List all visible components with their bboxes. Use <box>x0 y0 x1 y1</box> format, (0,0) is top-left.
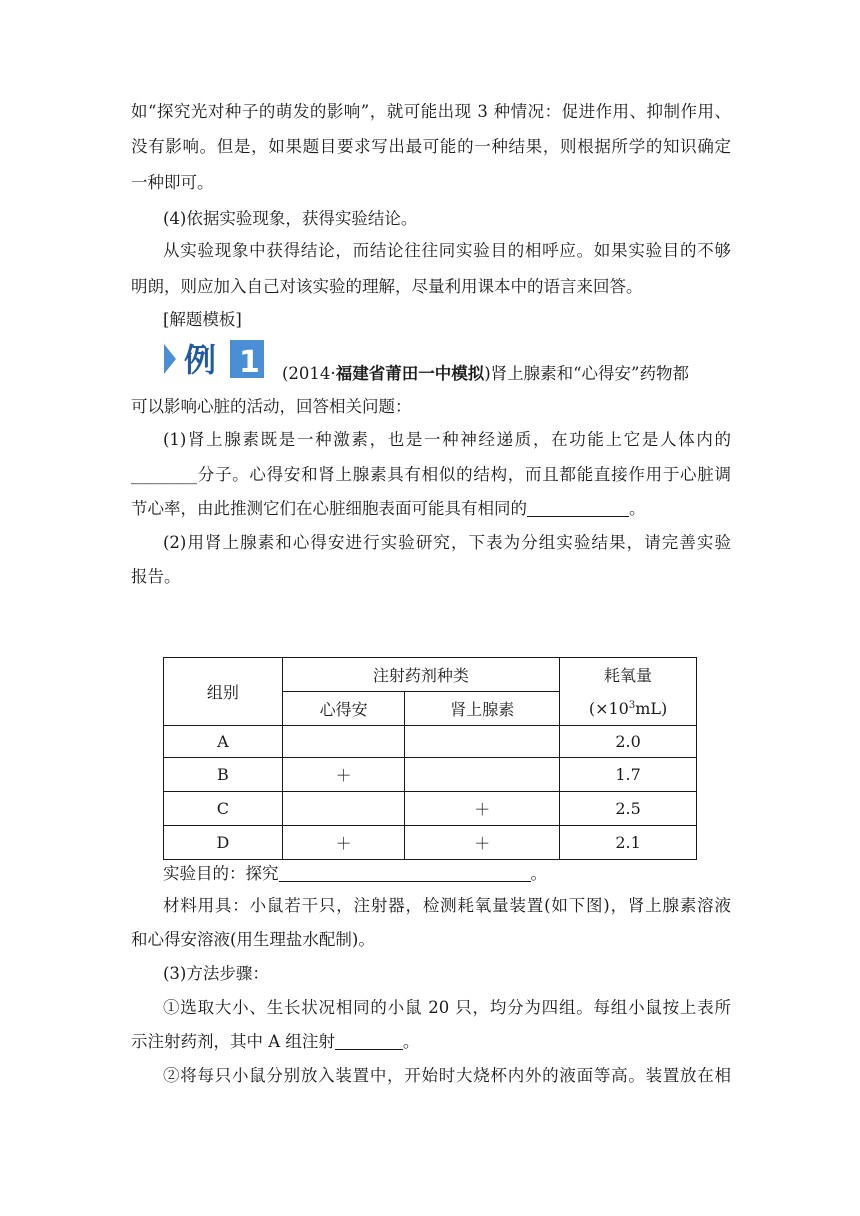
para1-line1: 如“探究光对种子的萌发的影响”，就可能出现 3 种情况：促进作用、抑制作用、 <box>131 102 731 121</box>
table-row <box>164 792 697 826</box>
q1-line3 <box>131 499 646 519</box>
q1-line3-end: 。 <box>629 499 646 518</box>
q1-blank-2 <box>527 500 629 517</box>
q1-line3-text: 节心率，由此推测它们在心脏细胞表面可能具有相同的 <box>131 499 527 518</box>
example-badge-graphic <box>164 340 264 378</box>
para1-line3: 一种即可。 <box>131 173 214 192</box>
header-group: 组别 <box>164 658 283 726</box>
purpose-blank <box>279 865 531 882</box>
subheader-drug1: 心得安 <box>282 692 405 726</box>
example-source-line <box>282 364 689 384</box>
purpose-end: 。 <box>530 864 547 883</box>
para1-line2: 没有影响。但是，如果题目要求写出最可能的一种结果，则根据所学的知识确定 <box>131 137 731 156</box>
unit-pre: (×10 <box>588 698 629 718</box>
purpose-line <box>163 864 547 884</box>
example-badge-number: 1 <box>239 345 260 378</box>
example-source-prefix: (2014· <box>282 364 336 383</box>
table-row <box>164 726 697 758</box>
q1-line2-text: 分子。心得安和肾上腺素具有相似的结构，而且都能直接作用于心脏调 <box>197 465 731 484</box>
cell-drug1 <box>282 792 405 826</box>
q1-line2 <box>131 465 731 485</box>
cell-drug1: ＋ <box>282 826 405 860</box>
example-badge-char: 例 <box>184 341 217 378</box>
table-row <box>164 826 697 860</box>
q2-line1: (2)用肾上腺素和心得安进行实验研究，下表为分组实验结果，请完善实验 <box>163 533 731 552</box>
q1-blank-1: ________ <box>131 465 197 484</box>
unit-post: mL) <box>635 698 668 718</box>
cell-group: D <box>164 826 283 860</box>
cell-group: A <box>164 726 283 758</box>
cell-oxygen: 2.5 <box>560 792 697 826</box>
cell-oxygen: 1.7 <box>560 758 697 792</box>
subheader-drug2: 肾上腺素 <box>405 692 560 726</box>
method1-line2 <box>131 1032 419 1052</box>
header-drug: 注射药剂种类 <box>282 658 559 692</box>
experiment-table <box>163 657 697 860</box>
purpose-label: 实验目的：探究 <box>163 864 279 883</box>
table-row <box>164 758 697 792</box>
header-oxygen-unit <box>560 692 697 726</box>
cell-oxygen: 2.0 <box>560 726 697 758</box>
q1-line1: (1)肾上腺素既是一种激素，也是一种神经递质，在功能上它是人体内的 <box>163 430 731 449</box>
cell-drug2 <box>405 758 560 792</box>
triangle-arrow-icon <box>164 344 176 374</box>
method2-line1: ②将每只小鼠分别放入装置中，开始时大烧杯内外的液面等高。装置放在相 <box>163 1066 731 1085</box>
para2-line1: 从实验现象中获得结论，而结论往往同实验目的相呼应。如果实验目的不够 <box>163 241 731 260</box>
example-line2: 可以影响心脏的活动，回答相关问题： <box>131 397 412 416</box>
cell-group: B <box>164 758 283 792</box>
cell-oxygen: 2.1 <box>560 826 697 860</box>
q2-line2: 报告。 <box>131 567 181 586</box>
method1-blank <box>335 1033 403 1050</box>
step4-heading: (4)依据实验现象，获得实验结论。 <box>163 209 418 228</box>
materials-line2: 和心得安溶液(用生理盐水配制)。 <box>131 930 375 949</box>
cell-drug1: ＋ <box>282 758 405 792</box>
materials-line1: 材料用具：小鼠若干只，注射器，检测耗氧量装置(如下图)，肾上腺素溶液 <box>163 896 731 915</box>
cell-drug2: ＋ <box>405 826 560 860</box>
example-badge <box>164 340 264 378</box>
example-source-school: 福建省莆田一中模拟 <box>335 364 485 383</box>
header-oxygen: 耗氧量 <box>560 658 697 692</box>
cell-drug1 <box>282 726 405 758</box>
step3-heading: (3)方法步骤： <box>163 964 269 983</box>
para2-line2: 明朗，则应加入自己对该实验的理解，尽量利用课本中的语言来回答。 <box>131 277 643 296</box>
unit-sup: 3 <box>628 699 636 711</box>
cell-drug2 <box>405 726 560 758</box>
method1-line1: ①选取大小、生长状况相同的小鼠 20 只，均分为四组。每组小鼠按上表所 <box>163 998 731 1017</box>
method1-line2-text: 示注射药剂，其中 A 组注射 <box>131 1032 335 1051</box>
method1-line2-end: 。 <box>402 1032 420 1051</box>
template-heading: [解题模板] <box>163 310 242 329</box>
cell-group: C <box>164 792 283 826</box>
example-source-suffix: )肾上腺素和“心得安”药物都 <box>484 364 689 383</box>
cell-drug2: ＋ <box>405 792 560 826</box>
